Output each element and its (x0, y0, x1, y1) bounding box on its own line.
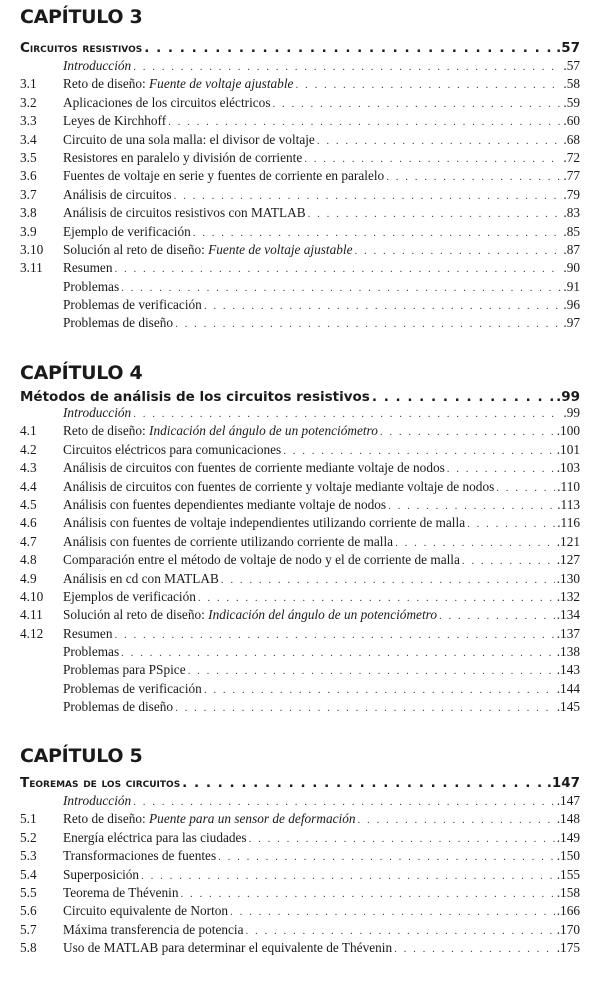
section-title-text: Análisis de circuitos con fuentes de corriente y voltaje mediante voltaje de nodos (63, 478, 495, 494)
section-title (63, 405, 131, 421)
chapter-title-row[interactable] (20, 40, 580, 56)
toc-entry[interactable] (20, 848, 580, 866)
toc-entry[interactable] (20, 76, 580, 94)
page-number: .134 (556, 607, 580, 623)
section-title-italic: Introducción (63, 405, 132, 420)
chapter-title-row[interactable] (20, 389, 580, 405)
dot-leader (447, 463, 555, 475)
page-number: .130 (556, 570, 580, 586)
section-title (63, 187, 172, 203)
page-number: .170 (556, 921, 580, 937)
page-number: .91 (563, 278, 580, 294)
chapter-title: Métodos de análisis de los circuitos resistivos (20, 389, 370, 405)
page-number: .60 (563, 113, 580, 129)
dot-leader (467, 518, 555, 530)
section-title (63, 589, 196, 605)
section-title-text: Análisis con fuentes de corriente utilizando corriente de malla (63, 533, 394, 549)
section-title-text: Teorema de Thévenin (63, 884, 179, 900)
dot-leader (221, 574, 555, 586)
entry-list (20, 793, 580, 959)
section-title-text: Solución al reto de diseño: (63, 607, 209, 623)
toc-entry[interactable] (20, 699, 580, 717)
toc-entry[interactable] (20, 607, 580, 625)
toc-entry[interactable] (20, 811, 580, 829)
page-number: .99 (563, 405, 580, 420)
section-title-text: Análisis en cd con MATLAB (63, 570, 219, 586)
section-title (63, 297, 202, 313)
toc-entry[interactable] (20, 405, 580, 423)
toc-entry[interactable] (20, 297, 580, 315)
entry-list (20, 405, 580, 718)
chapter-page-number: .57 (556, 40, 580, 56)
section-title (63, 571, 219, 587)
entry-list (20, 58, 580, 334)
section-title-italic: Introducción (63, 793, 132, 808)
section-title (63, 132, 315, 148)
dot-leader (121, 282, 561, 294)
dot-leader (372, 389, 554, 405)
toc-entry[interactable] (20, 662, 580, 680)
page-number: .138 (556, 644, 580, 660)
section-title-text: Problemas de verificación (63, 297, 202, 313)
chapter-title: Circuitos resistivos (20, 40, 143, 56)
section-number: 4.1 (20, 423, 37, 439)
dot-leader (188, 665, 555, 677)
toc-entry[interactable] (20, 58, 580, 76)
dot-leader (439, 610, 555, 622)
section-title-text: Análisis con fuentes de voltaje independientes utilizando corriente de malla (63, 515, 466, 531)
toc-entry[interactable] (20, 885, 580, 903)
section-title (63, 113, 166, 129)
section-title (63, 315, 173, 331)
page-number: .158 (556, 884, 580, 900)
section-title-italic: Puente para un sensor de deformación (149, 811, 356, 827)
section-number: 3.11 (20, 260, 43, 276)
page-number: .148 (556, 811, 580, 827)
section-number: 4.9 (20, 570, 37, 586)
dot-leader (273, 98, 562, 110)
section-title (63, 279, 119, 295)
toc-entry[interactable] (20, 830, 580, 848)
section-number: 4.11 (20, 607, 43, 623)
dot-leader (295, 79, 561, 91)
dot-leader (175, 318, 561, 330)
section-number: 3.7 (20, 186, 37, 202)
section-title (63, 497, 386, 513)
toc-entry[interactable] (20, 681, 580, 699)
section-title (63, 793, 131, 809)
section-title-text: Uso de MATLAB para determinar el equivalente de Thévenin (63, 940, 393, 956)
section-number: 3.6 (20, 168, 37, 184)
page-number: .100 (556, 423, 580, 439)
section-title (63, 903, 228, 919)
section-number: 4.8 (20, 552, 37, 568)
section-number: 5.7 (20, 921, 37, 937)
section-title-text: Circuito equivalente de Norton (63, 903, 229, 919)
toc-entry[interactable] (20, 315, 580, 333)
page-number: .68 (563, 131, 580, 147)
dot-leader (204, 300, 562, 312)
chapter-page-number: .99 (556, 389, 580, 405)
dot-leader (249, 833, 555, 845)
section-title (63, 479, 494, 495)
section-title-text: Energía eléctrica para las ciudades (63, 829, 247, 845)
section-title-text: Problemas (63, 278, 120, 294)
page-number: .87 (563, 241, 580, 257)
section-title-text: Reto de diseño: (63, 811, 150, 827)
page-number: .147 (556, 793, 580, 808)
toc-entry[interactable] (20, 442, 580, 460)
chapter-title: Teoremas de los circuitos (20, 775, 181, 791)
chapter-heading: CAPÍTULO 3 (20, 6, 143, 28)
page-number: .96 (563, 297, 580, 313)
page-number: .113 (557, 496, 580, 512)
page-number: .144 (556, 680, 580, 696)
dot-leader (141, 870, 555, 882)
chapter-heading: CAPÍTULO 4 (20, 362, 143, 384)
section-title-text: Superposición (63, 866, 140, 882)
page-number: .149 (556, 829, 580, 845)
dot-leader (204, 684, 555, 696)
toc-entry[interactable] (20, 242, 580, 260)
section-number: 4.7 (20, 533, 37, 549)
dot-leader (358, 814, 555, 826)
section-title (63, 224, 191, 240)
section-title (63, 515, 465, 531)
section-number: 3.4 (20, 131, 37, 147)
dot-leader (496, 482, 555, 494)
dot-leader (175, 702, 555, 714)
section-title-text: Ejemplos de verificación (63, 588, 196, 604)
section-title (63, 830, 247, 846)
toc-entry[interactable] (20, 423, 580, 441)
section-title (63, 260, 113, 276)
toc-entry[interactable] (20, 626, 580, 644)
page-number: .143 (556, 662, 580, 678)
section-title-text: Circuitos eléctricos para comunicaciones (63, 441, 282, 457)
page-number: .97 (563, 315, 580, 331)
section-number: 3.3 (20, 113, 37, 129)
dot-leader (115, 629, 555, 641)
section-number: 3.2 (20, 94, 37, 110)
section-title (63, 423, 378, 439)
section-number: 5.3 (20, 848, 37, 864)
section-number: 3.1 (20, 76, 37, 92)
section-number: 3.8 (20, 205, 37, 221)
dot-leader (133, 408, 561, 420)
section-title (63, 607, 437, 623)
section-title-text: Máxima transferencia de potencia (63, 921, 244, 937)
page-number: .79 (563, 186, 580, 202)
section-title (63, 442, 281, 458)
toc-entry[interactable] (20, 515, 580, 533)
page-number: .150 (556, 848, 580, 864)
dot-leader (246, 925, 555, 937)
dot-leader (218, 851, 555, 863)
section-number: 3.9 (20, 223, 37, 239)
page-number: .90 (563, 260, 580, 276)
dot-leader (317, 135, 562, 147)
section-number: 5.2 (20, 829, 37, 845)
page-number: .121 (556, 533, 580, 549)
chapter-heading: CAPÍTULO 5 (20, 745, 143, 767)
dot-leader (121, 647, 555, 659)
toc-entry[interactable] (20, 940, 580, 958)
toc-entry[interactable] (20, 224, 580, 242)
toc-entry[interactable] (20, 497, 580, 515)
toc-entry[interactable] (20, 168, 580, 186)
section-title-text: Circuito de una sola malla: el divisor de voltaje (63, 131, 315, 147)
section-number: 5.1 (20, 811, 37, 827)
section-title-italic: Fuente de voltaje ajustable (149, 76, 294, 92)
dot-leader (304, 153, 561, 165)
section-title (63, 662, 186, 678)
toc-entry[interactable] (20, 150, 580, 168)
section-title (63, 922, 244, 938)
section-title-text: Problemas de diseño (63, 315, 174, 331)
section-title-text: Fuentes de voltaje en serie y fuentes de corriente en paralelo (63, 168, 385, 184)
section-title-text: Ejemplo de verificación (63, 223, 191, 239)
dot-leader (388, 500, 555, 512)
page-number: .155 (556, 866, 580, 882)
section-title (63, 940, 392, 956)
dot-leader (115, 263, 562, 275)
toc-entry[interactable] (20, 922, 580, 940)
toc-entry[interactable] (20, 589, 580, 607)
section-title-text: Comparación entre el método de voltaje de nodo y el de corriente de malla (63, 552, 460, 568)
section-title (63, 242, 353, 258)
dot-leader (355, 245, 562, 257)
section-number: 4.10 (20, 588, 44, 604)
dot-leader (181, 888, 555, 900)
dot-leader (380, 426, 555, 438)
toc-entry[interactable] (20, 460, 580, 478)
section-title (63, 626, 113, 642)
section-number: 5.8 (20, 940, 37, 956)
dot-leader (395, 537, 555, 549)
toc-entry[interactable] (20, 95, 580, 113)
section-title-text: Análisis de circuitos resistivos con MATLAB (63, 205, 306, 221)
dot-leader (394, 943, 555, 955)
section-title-italic: Introducción (63, 58, 132, 73)
section-title (63, 644, 119, 660)
section-title-italic: Indicación del ángulo de un potenciómetro (208, 607, 437, 623)
page-number: .110 (557, 478, 580, 494)
page-number: .132 (556, 588, 580, 604)
page-number: .72 (563, 149, 580, 165)
page-number: .58 (563, 76, 580, 92)
dot-leader (283, 445, 555, 457)
section-title-text: Resumen (63, 260, 113, 276)
section-title-text: Análisis con fuentes dependientes mediante voltaje de nodos (63, 496, 387, 512)
page-number: .83 (563, 205, 580, 221)
section-number: 3.5 (20, 149, 37, 165)
section-title-text: Leyes de Kirchhoff (63, 113, 167, 129)
toc-entry[interactable] (20, 903, 580, 921)
chapter-page-number: .147 (546, 775, 580, 791)
section-title (63, 95, 271, 111)
toc-entry[interactable] (20, 793, 580, 811)
section-title-text: Reto de diseño: (63, 76, 150, 92)
toc-entry[interactable] (20, 571, 580, 589)
section-title (63, 811, 356, 827)
section-title-text: Resumen (63, 625, 113, 641)
section-number: 4.3 (20, 460, 37, 476)
toc-entry[interactable] (20, 279, 580, 297)
dot-leader (133, 796, 555, 808)
section-title (63, 885, 179, 901)
section-title-text: Solución al reto de diseño: (63, 241, 209, 257)
section-title (63, 699, 173, 715)
page-number: .145 (556, 699, 580, 715)
section-number: 4.2 (20, 441, 37, 457)
page-number: .103 (556, 460, 580, 476)
dot-leader (462, 555, 555, 567)
section-title-text: Reto de diseño: (63, 423, 150, 439)
section-title-italic: Fuente de voltaje ajustable (208, 241, 353, 257)
section-title (63, 76, 293, 92)
section-number: 5.4 (20, 866, 37, 882)
dot-leader (174, 190, 562, 202)
toc-entry[interactable] (20, 552, 580, 570)
section-title (63, 867, 139, 883)
toc-entry[interactable] (20, 534, 580, 552)
page-number: .59 (563, 94, 580, 110)
dot-leader (144, 40, 554, 56)
page-number: .116 (557, 515, 580, 531)
section-number: 4.12 (20, 625, 44, 641)
toc-entry[interactable] (20, 187, 580, 205)
section-title (63, 552, 460, 568)
section-number: 5.6 (20, 903, 37, 919)
section-title-text: Análisis de circuitos con fuentes de corriente mediante voltaje de nodos (63, 460, 445, 476)
page-number: .175 (556, 940, 580, 956)
section-title (63, 205, 306, 221)
section-number: 3.10 (20, 241, 44, 257)
section-title (63, 460, 445, 476)
section-title (63, 534, 393, 550)
toc-entry[interactable] (20, 132, 580, 150)
dot-leader (182, 775, 545, 791)
page-number: .137 (556, 625, 580, 641)
page-number: .57 (563, 58, 580, 73)
toc-entry[interactable] (20, 644, 580, 662)
toc-entry[interactable] (20, 205, 580, 223)
section-title-text: Problemas de verificación (63, 680, 202, 696)
dot-leader (308, 208, 562, 220)
page-number: .101 (556, 441, 580, 457)
dot-leader (230, 906, 555, 918)
section-title (63, 150, 302, 166)
section-title-text: Problemas de diseño (63, 699, 174, 715)
section-number: 4.4 (20, 478, 37, 494)
section-title-text: Análisis de circuitos (63, 186, 172, 202)
page-number: .127 (556, 552, 580, 568)
section-title-italic: Indicación del ángulo de un potenciómetro (149, 423, 378, 439)
dot-leader (386, 171, 561, 183)
section-title (63, 848, 216, 864)
dot-leader (198, 592, 555, 604)
dot-leader (168, 116, 561, 128)
page-number: .166 (556, 903, 580, 919)
page-number: .77 (563, 168, 580, 184)
chapter-title-row[interactable] (20, 775, 580, 791)
section-title-text: Aplicaciones de los circuitos eléctricos (63, 94, 271, 110)
section-title (63, 681, 202, 697)
dot-leader (193, 227, 562, 239)
section-title-text: Problemas para PSpice (63, 662, 186, 678)
dot-leader (133, 61, 561, 73)
section-number: 4.6 (20, 515, 37, 531)
toc-entry[interactable] (20, 113, 580, 131)
section-number: 4.5 (20, 496, 37, 512)
section-number: 5.5 (20, 884, 37, 900)
toc-entry[interactable] (20, 260, 580, 278)
section-title (63, 168, 384, 184)
page-number: .85 (563, 223, 580, 239)
toc-entry[interactable] (20, 479, 580, 497)
section-title-text: Resistores en paralelo y división de corriente (63, 149, 303, 165)
section-title (63, 58, 131, 74)
toc-entry[interactable] (20, 867, 580, 885)
section-title-text: Transformaciones de fuentes (63, 848, 217, 864)
section-title-text: Problemas (63, 644, 120, 660)
